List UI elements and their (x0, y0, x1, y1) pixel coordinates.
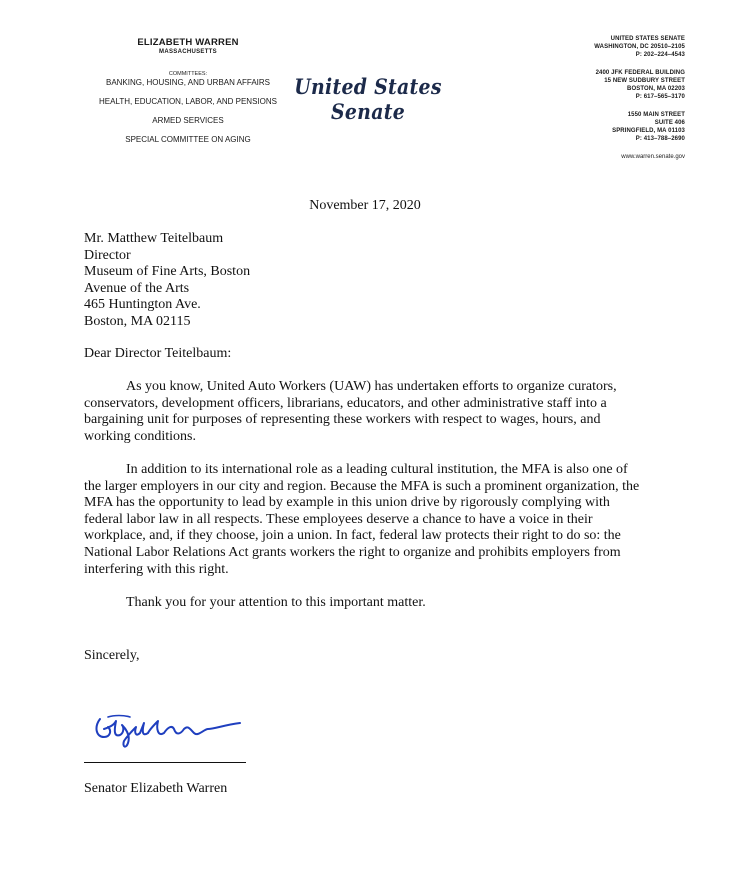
address-line: Avenue of the Arts (84, 280, 190, 296)
office-address-boston (570, 69, 685, 101)
address-line: Boston, MA 02115 (84, 313, 191, 329)
office-line: 1550 MAIN STREET (627, 112, 685, 118)
office-line: UNITED STATES SENATE (610, 36, 685, 42)
office-address-springfield (570, 111, 685, 143)
signature-line (84, 762, 246, 763)
office-line: WASHINGTON, DC 20510–2105 (594, 44, 685, 50)
office-line: P: 617–565–3170 (635, 94, 685, 100)
salutation: Dear Director Teitelbaum: (84, 346, 232, 361)
office-address-washington (570, 35, 685, 59)
committees-label: COMMITTEES: (168, 71, 208, 77)
committee-item: ARMED SERVICES (152, 116, 224, 125)
letter-date: November 17, 2020 (309, 198, 421, 213)
office-line: 2400 JFK FEDERAL BUILDING (595, 70, 685, 76)
body-paragraph: As you know, United Auto Workers (UAW) has undertaken efforts to organize curators, conservators, development officers, librarians, educators, and other administrative staff into a bargaining unit for purposes of representing these workers with respect to wages, hours, and working conditions. (84, 379, 617, 444)
address-line: 465 Huntington Ave. (84, 297, 201, 313)
office-line: SPRINGFIELD, MA 01103 (612, 128, 685, 134)
senator-state: MASSACHUSETTS (159, 49, 217, 55)
address-line: Mr. Matthew Teitelbaum (84, 231, 224, 246)
office-line: BOSTON, MA 02203 (627, 86, 685, 92)
office-line: 15 NEW SUDBURY STREET (604, 78, 685, 84)
closing: Sincerely, (84, 648, 140, 663)
website-text: www.warren.senate.gov (621, 154, 685, 160)
letterhead-title: United States Senate (294, 74, 442, 124)
letterhead-right (570, 35, 685, 161)
committee-item: BANKING, HOUSING, AND URBAN AFFAIRS (105, 78, 271, 87)
office-line: P: 413–788–2690 (635, 136, 685, 142)
senator-name: ELIZABETH WARREN (137, 37, 239, 48)
address-line: Museum of Fine Arts, Boston (84, 264, 251, 280)
office-line: SUITE 406 (654, 120, 685, 126)
letter-body (84, 379, 646, 628)
signature-image (84, 697, 246, 763)
body-paragraph: In addition to its international role as a leading cultural institution, the MFA is also one of the larger employers in our city and region. Because the MFA is such a prominent organization, the MFA has the opportunity to lead by example in this union drive by rigorously complying with federal labor law in all respects. These employees deserve a chance to have a voice in their workplace, and, if they choose, join a union. In fact, federal law protects their right to do so: the National Labor Relations Act grants workers the right to organize and prohibits employers from interfering with this right. (84, 461, 640, 577)
office-line: P: 202–224–4543 (635, 52, 685, 58)
committee-item: HEALTH, EDUCATION, LABOR, AND PENSIONS (99, 97, 277, 106)
committee-item: SPECIAL COMMITTEE ON AGING (125, 135, 251, 144)
recipient-address (84, 231, 250, 331)
body-paragraph: Thank you for your attention to this important matter. (126, 594, 426, 610)
address-line: Director (84, 247, 131, 263)
signer-name: Senator Elizabeth Warren (84, 781, 228, 796)
